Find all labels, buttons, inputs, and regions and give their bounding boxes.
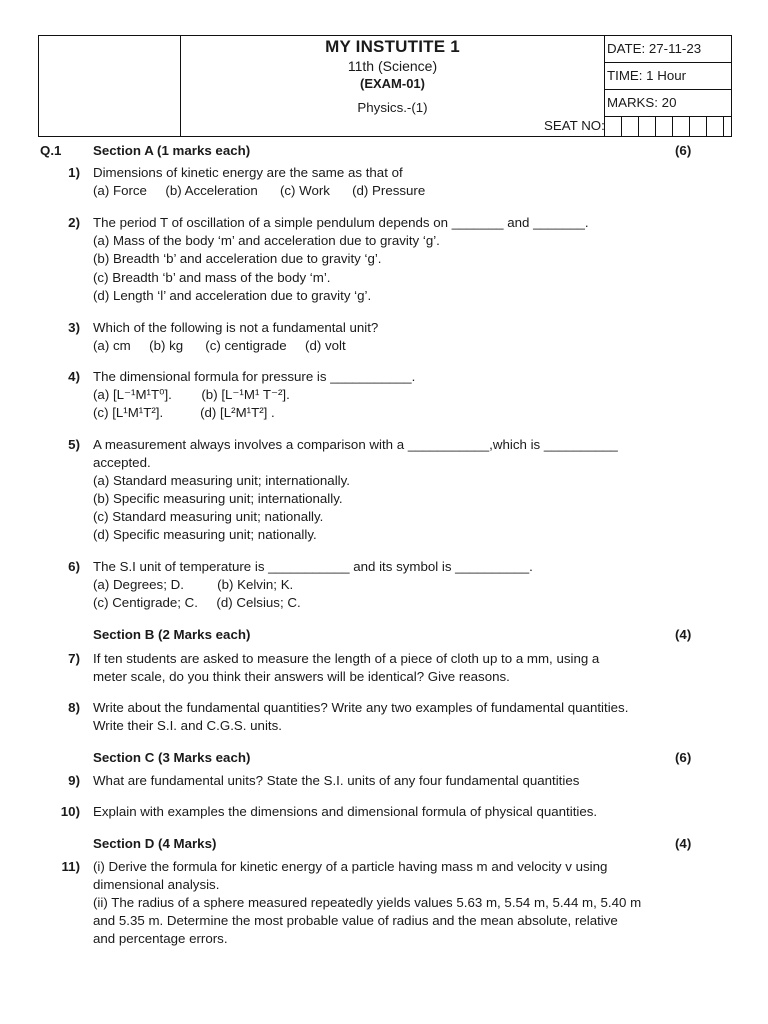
question-number: 8) — [68, 700, 80, 715]
question-options: (a) Force (b) Acceleration (c) Work (d) Pressure — [93, 183, 426, 198]
question-text: A measurement always involves a comparison with a ___________,which is __________ — [93, 437, 618, 452]
seat-number-boxes — [604, 117, 724, 137]
question-text: Which of the following is not a fundamental unit? — [93, 320, 379, 335]
question-option: (d) Length ‘l’ and acceleration due to gravity ‘g’. — [93, 288, 372, 303]
question-number: 4) — [68, 369, 80, 384]
question-text: Write about the fundamental quantities? Write any two examples of fundamental quantities. — [93, 700, 629, 715]
question-option: (d) Specific measuring unit; nationally. — [93, 527, 317, 542]
question-number: 10) — [60, 804, 80, 819]
header-center — [181, 36, 604, 115]
question-text-cont: meter scale, do you think their answers will be identical? Give reasons. — [93, 669, 510, 684]
question-options: (c) [L¹M¹T²]. (d) [L²M¹T²] . — [93, 405, 275, 420]
section-c-title: Section C (3 Marks each) — [93, 750, 251, 765]
seat-box — [656, 117, 673, 136]
exam-name: (EXAM-01) — [359, 76, 425, 91]
question-number: 1) — [68, 165, 80, 180]
question-option: (c) Standard measuring unit; nationally. — [93, 509, 324, 524]
exam-header — [38, 35, 732, 137]
question-text: (i) Derive the formula for kinetic energy of a particle having mass m and velocity v using — [93, 859, 608, 874]
subject-name: Physics.-(1) — [357, 100, 428, 115]
question-text: The period T of oscillation of a simple pendulum depends on _______ and _______. — [93, 215, 589, 230]
question-number: 2) — [68, 215, 80, 230]
seat-label: SEAT NO: — [544, 118, 605, 133]
section-a-marks: (6) — [675, 143, 692, 158]
header-info-column — [604, 36, 731, 117]
question-text-cont: accepted. — [93, 455, 151, 470]
question-option: (b) Breadth ‘b’ and acceleration due to gravity ‘g’. — [93, 251, 382, 266]
question-options: (a) [L⁻¹M¹T⁰]. (b) [L⁻¹M¹ T⁻²]. — [93, 387, 290, 402]
question-option: (c) Breadth ‘b’ and mass of the body ‘m’. — [93, 270, 331, 285]
section-b-marks: (4) — [675, 627, 692, 642]
question-option: (a) Mass of the body ‘m’ and acceleration due to gravity ‘g’. — [93, 233, 440, 248]
question-text-cont: (ii) The radius of a sphere measured repeatedly yields values 5.63 m, 5.54 m, 5.44 m, 5.40 m — [93, 895, 642, 910]
question-number: 11) — [61, 859, 80, 874]
seat-box — [707, 117, 724, 136]
question-number: 7) — [68, 651, 80, 666]
question-options: (a) Degrees; D. (b) Kelvin; K. — [93, 577, 294, 592]
question-text-cont: Write their S.I. and C.G.S. units. — [93, 718, 282, 733]
section-d-title: Section D (4 Marks) — [93, 836, 217, 851]
class-name: 11th (Science) — [347, 58, 438, 74]
question-text: What are fundamental units? State the S.I. units of any four fundamental quantities — [93, 773, 580, 788]
exam-time: TIME: 1 Hour — [605, 63, 731, 90]
seat-box — [605, 117, 622, 136]
question-options: (a) cm (b) kg (c) centigrade (d) volt — [93, 338, 346, 353]
question-number: 6) — [68, 559, 80, 574]
question-number: 3) — [68, 320, 80, 335]
section-a-title: Section A (1 marks each) — [93, 143, 251, 158]
section-c-marks: (6) — [675, 750, 692, 765]
question-text-cont: dimensional analysis. — [93, 877, 220, 892]
question-text: Explain with examples the dimensions and dimensional formula of physical quantities. — [93, 804, 598, 819]
question-options: (c) Centigrade; C. (d) Celsius; C. — [93, 595, 301, 610]
question-number: 5) — [68, 437, 80, 452]
question-text: Dimensions of kinetic energy are the same as that of — [93, 165, 403, 180]
question-text: The dimensional formula for pressure is ___________. — [93, 369, 416, 384]
seat-box — [690, 117, 707, 136]
institute-name: MY INSTUTITE 1 — [325, 37, 460, 56]
section-d-marks: (4) — [675, 836, 692, 851]
question-text: The S.I unit of temperature is ___________ and its symbol is __________. — [93, 559, 533, 574]
question-number: 9) — [68, 773, 80, 788]
section-b-title: Section B (2 Marks each) — [93, 627, 251, 642]
question-text-cont: and 5.35 m. Determine the most probable value of radius and the mean absolute, relative — [93, 913, 618, 928]
exam-marks: MARKS: 20 — [605, 90, 731, 117]
question-option: (b) Specific measuring unit; internationally. — [93, 491, 343, 506]
logo-cell — [39, 36, 181, 136]
seat-box — [622, 117, 639, 136]
question-option: (a) Standard measuring unit; internationally. — [93, 473, 350, 488]
question-label: Q.1 — [40, 143, 62, 158]
seat-box — [673, 117, 690, 136]
seat-box — [639, 117, 656, 136]
exam-date: DATE: 27-11-23 — [605, 36, 731, 63]
question-text-cont: and percentage errors. — [93, 931, 228, 946]
question-text: If ten students are asked to measure the length of a piece of cloth up to a mm, using a — [93, 651, 600, 666]
